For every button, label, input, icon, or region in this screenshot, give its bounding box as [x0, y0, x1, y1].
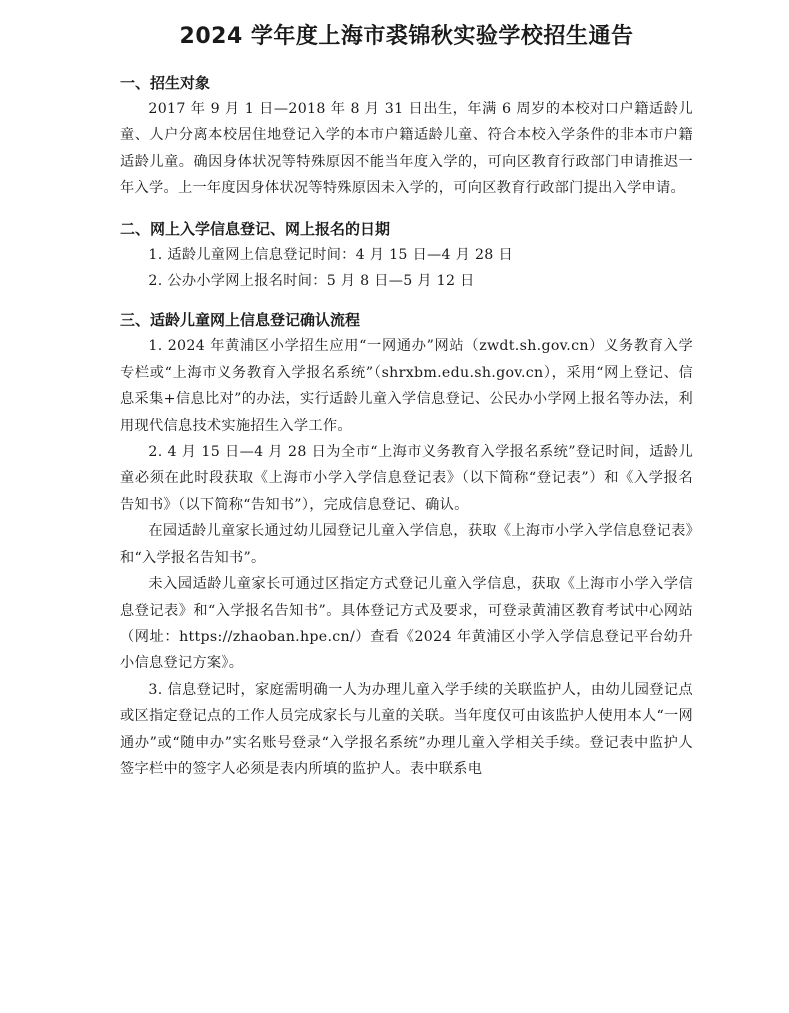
paragraph-process-3: 3. 信息登记时，家庭需明确一人为办理儿童入学手续的关联监护人，由幼儿园登记点或区指定登记点的工作人员完成家长与儿童的关联。当年度仅可由该监护人使用本人“一网通办”或“随申办”实名账号登录“入学报名系统”办理儿童入学相关手续。登记表中监护人签字栏中的签字人必须是表内所填的监护人。表中联系电 [120, 681, 693, 777]
section-heading-online-dates: 二、网上入学信息登记、网上报名的日期 [120, 219, 391, 238]
document-title: 2024 学年度上海市裘锦秋实验学校招生通告 [179, 24, 634, 49]
paragraph-enrollment-targets: 2017 年 9 月 1 日—2018 年 8 月 31 日出生，年满 6 周岁的本校对口户籍适龄儿童、人户分离本校居住地登记入学的本市户籍适龄儿童、符合本校入学条件的非本市户籍适龄儿童。确因身体状况等特殊原因不能当年度入学的，可向区教育行政部门申请推迟一年入学。上一年度因身体状况等特殊原因未入学的，可向区教育行政部门提出入学申请。 [120, 101, 693, 197]
section-heading-registration-process: 三、适龄儿童网上信息登记确认流程 [120, 311, 361, 330]
paragraph-non-kindergarten-parents: 未入园适龄儿童家长可通过区指定方式登记儿童入学信息，获取《上海市小学入学信息登记表》和“入学报名告知书”。具体登记方式及要求，可登录黄浦区教育考试中心网站（网址：https://zhaoban.hpe.cn/）查看《2024 年黄浦区小学入学信息登记平台幼升小信息登记方案》。 [120, 576, 693, 672]
paragraph-process-2: 2. 4 月 15 日—4 月 28 日为全市“上海市义务教育入学报名系统”登记时间，适龄儿童必须在此时段获取《上海市小学入学信息登记表》（以下简称“登记表”）和《入学报名告知书》（以下简称“告知书”），完成信息登记、确认。 [120, 444, 693, 513]
list-item-application-period: 2. 公办小学网上报名时间：5 月 8 日—5 月 12 日 [148, 273, 475, 290]
list-item-registration-period: 1. 适龄儿童网上信息登记时间：4 月 15 日—4 月 28 日 [148, 246, 513, 263]
paragraph-kindergarten-parents: 在园适龄儿童家长通过幼儿园登记儿童入学信息，获取《上海市小学入学信息登记表》和“入学报名告知书”。 [120, 523, 693, 566]
section-heading-enrollment-targets: 一、招生对象 [120, 74, 211, 92]
paragraph-process-1: 1. 2024 年黄浦区小学招生应用“一网通办”网站（zwdt.sh.gov.cn）义务教育入学专栏或“上海市义务教育入学报名系统”（shrxbm.edu.sh.gov.cn），采用“网上登记、信息采集+信息比对”的办法，实行适龄儿童入学信息登记、公民办小学网上报名等办法，利用现代信息技术实施招生入学工作。 [120, 338, 693, 434]
